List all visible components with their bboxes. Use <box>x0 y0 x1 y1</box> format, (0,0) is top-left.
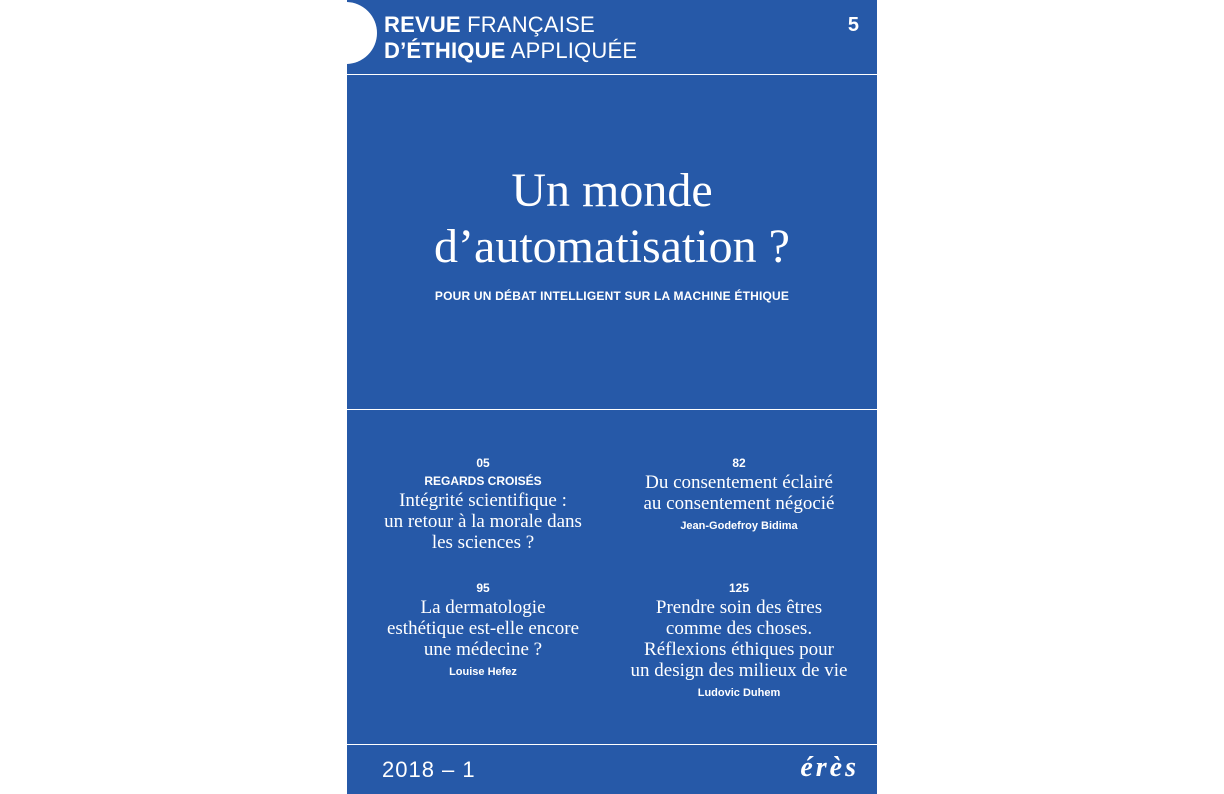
article-title-line: une médecine ? <box>423 639 543 660</box>
cover-title <box>347 163 877 275</box>
cover-subtitle: POUR UN DÉBAT INTELLIGENT SUR LA MACHINE ÉTHIQUE <box>434 289 790 303</box>
article-page: 95 <box>476 581 490 595</box>
middle-divider <box>347 409 877 410</box>
article-3 <box>353 580 613 680</box>
journal-name-line1-light: FRANÇAISE <box>460 12 595 37</box>
article-page: 125 <box>728 581 750 595</box>
article-author: Louise Hefez <box>449 666 517 678</box>
article-rubric: REGARDS CROISÉS <box>424 474 542 488</box>
journal-cover <box>347 0 877 794</box>
journal-name-line2-light: APPLIQUÉE <box>505 38 638 63</box>
bottom-divider <box>347 744 877 745</box>
article-title <box>353 490 613 553</box>
top-divider <box>347 74 877 75</box>
article-title-line: au consentement négocié <box>643 493 835 514</box>
cover-title-line2: d’automatisation ? <box>434 220 790 273</box>
article-title-line: Intégrité scientifique : <box>399 490 567 511</box>
article-title-line: Réflexions éthiques pour <box>644 639 834 660</box>
issue-number: 5 <box>847 14 859 36</box>
article-title-line: La dermatologie <box>420 597 546 618</box>
cover-notch <box>347 2 377 64</box>
article-title-line: esthétique est-elle encore <box>386 618 579 639</box>
article-title-line: les sciences ? <box>431 532 535 553</box>
article-author: Ludovic Duhem <box>697 687 781 699</box>
article-title-line: un design des milieux de vie <box>630 660 848 681</box>
article-page: 82 <box>732 456 746 470</box>
article-1 <box>353 455 613 553</box>
article-title <box>609 472 869 514</box>
article-author: Jean-Godefroy Bidima <box>680 520 798 532</box>
publisher-logo: érès <box>800 752 859 783</box>
article-title-line: Du consentement éclairé <box>645 472 833 493</box>
journal-name <box>384 12 637 64</box>
issue-year: 2018 – 1 <box>382 757 476 782</box>
article-page: 05 <box>476 456 490 470</box>
article-title <box>353 597 613 660</box>
article-title-line: comme des choses. <box>665 618 813 639</box>
cover-title-line1: Un monde <box>511 164 713 217</box>
journal-name-line1-bold: REVUE <box>384 12 461 37</box>
article-title-line: un retour à la morale dans <box>384 511 582 532</box>
article-title-line: Prendre soin des êtres <box>655 597 823 618</box>
journal-name-line2-bold: D’ÉTHIQUE <box>384 38 506 63</box>
article-4 <box>609 580 869 701</box>
article-2 <box>609 455 869 534</box>
article-title <box>609 597 869 681</box>
